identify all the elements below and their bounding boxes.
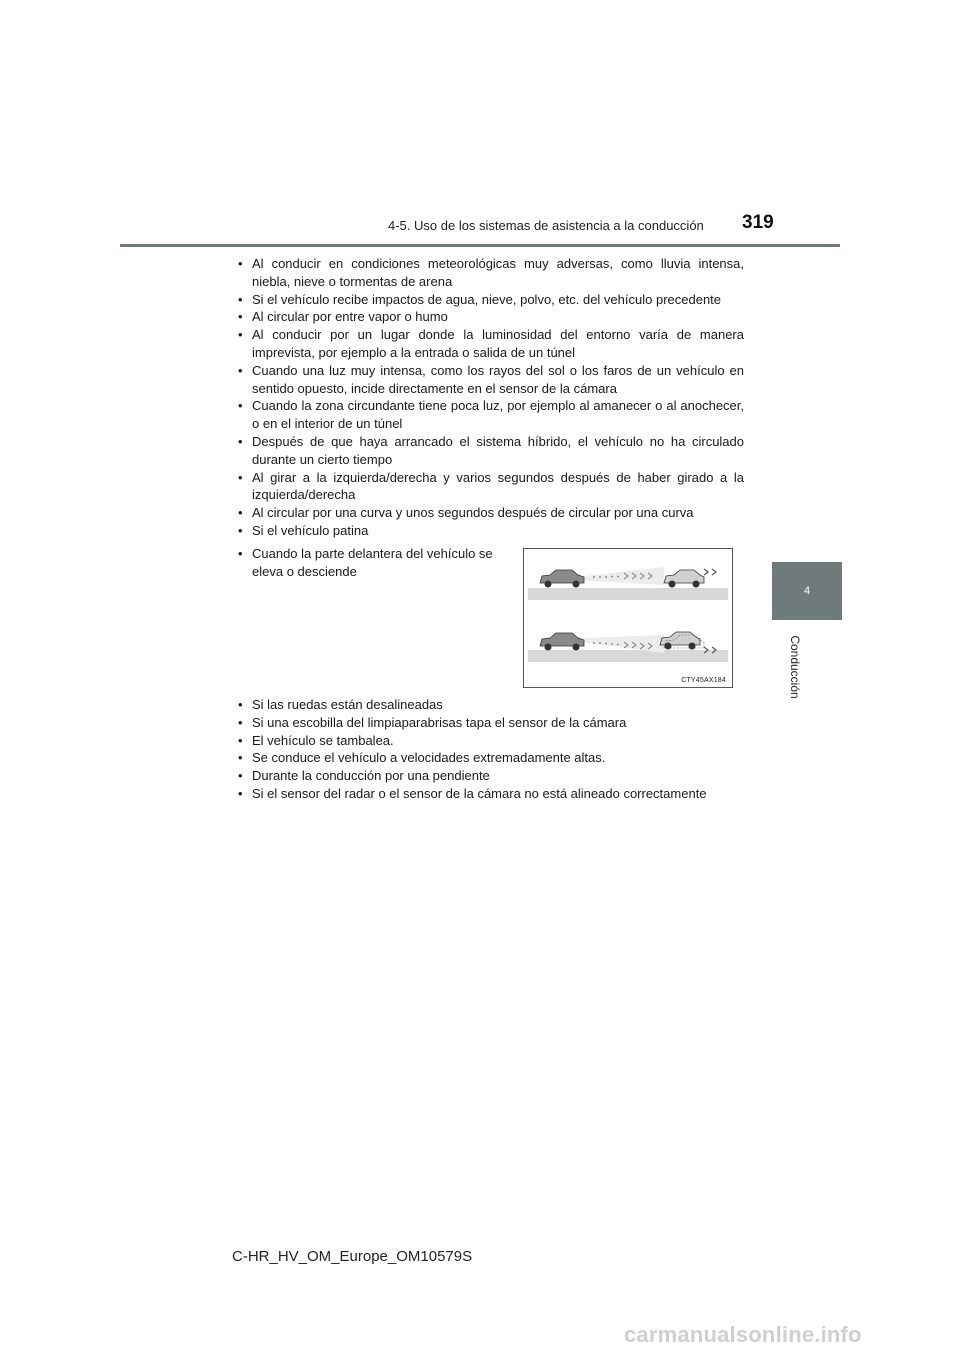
conditions-list-with-figure [238, 545, 508, 581]
road-surface [528, 650, 728, 662]
document-id: C-HR_HV_OM_Europe_OM10579S [232, 1248, 473, 1265]
list-item-text: Cuando la zona circundante tiene poca luz, por ejemplo al amanecer o al anochecer, o en el interior de un túnel [252, 398, 744, 432]
list-item-text: Si una escobilla del limpiaparabrisas tapa el sensor de la cámara [252, 714, 627, 730]
chapter-tab [772, 562, 842, 620]
bullet-icon: • [238, 469, 243, 485]
list-item [238, 469, 744, 505]
bullet-icon: • [238, 433, 243, 449]
page-number: 319 [742, 212, 774, 233]
list-item-text: Si el sensor del radar o el sensor de la cámara no está alineado correctamente [252, 785, 707, 801]
list-item [238, 714, 744, 732]
vehicle-pitch-illustration [523, 548, 733, 688]
bullet-icon: • [238, 291, 243, 307]
bullet-icon: • [238, 714, 243, 730]
list-item [238, 397, 744, 433]
list-item-text: El vehículo se tambalea. [252, 732, 394, 748]
conditions-list [238, 255, 744, 540]
bullet-icon: • [238, 505, 243, 521]
list-item-text: Durante la conducción por una pendiente [252, 768, 490, 784]
list-item [238, 545, 508, 581]
list-item [238, 767, 744, 785]
list-item-text: Después de que haya arrancado el sistema híbrido, el vehículo no ha circulado durante un cierto tiempo [252, 433, 744, 467]
list-item-text: Cuando la parte delantera del vehículo se eleva o desciende [252, 546, 493, 579]
section-title: 4-5. Uso de los sistemas de asistencia a la conducción [388, 218, 704, 233]
bullet-icon: • [238, 398, 243, 414]
header-rule [120, 244, 840, 247]
list-item [238, 362, 744, 398]
bullet-icon: • [238, 309, 243, 325]
vehicle-pitch-drawing [524, 549, 732, 687]
conditions-list-continued [238, 696, 744, 803]
list-item [238, 522, 744, 540]
bullet-icon: • [238, 522, 243, 538]
road-surface [528, 588, 728, 600]
list-item [238, 732, 744, 750]
list-item [238, 291, 744, 309]
list-item [238, 749, 744, 767]
list-item [238, 504, 744, 522]
list-item-text: Si las ruedas están desalineadas [252, 697, 443, 712]
bullet-icon: • [238, 362, 243, 378]
bullet-icon: • [238, 785, 243, 801]
bullet-icon: • [238, 697, 243, 712]
list-item-text: Si el vehículo patina [252, 522, 369, 538]
figure-code: CTY45AX184 [681, 677, 726, 684]
list-item-text: Al girar a la izquierda/derecha y varios segundos después de haber girado a la izquierda/derecha [252, 469, 744, 503]
car-icon [540, 633, 584, 651]
car-icon [540, 570, 584, 588]
list-item-text: Cuando una luz muy intensa, como los rayos del sol o los faros de un vehículo en sentido opuesto, incide directamente en el sensor de la cámara [252, 362, 744, 396]
list-item [238, 255, 744, 291]
list-item-text: Al conducir en condiciones meteorológicas muy adversas, como lluvia intensa, niebla, nieve o tormentas de arena [252, 256, 744, 289]
bullet-icon: • [238, 327, 243, 343]
list-item [238, 696, 744, 714]
bullet-icon: • [238, 750, 243, 766]
chapter-number: 4 [803, 585, 811, 597]
list-item [238, 308, 744, 326]
bullet-icon: • [238, 256, 243, 271]
list-item [238, 785, 744, 803]
bullet-icon: • [238, 546, 243, 561]
chapter-label: Conducción [788, 635, 802, 699]
car-icon [664, 570, 704, 588]
list-item [238, 326, 744, 362]
list-item-text: Al circular por entre vapor o humo [252, 309, 448, 325]
list-item [238, 433, 744, 469]
list-item-text: Se conduce el vehículo a velocidades extremadamente altas. [252, 750, 606, 766]
list-item-text: Al circular por una curva y unos segundos después de circular por una curva [252, 505, 694, 521]
car-icon [660, 632, 704, 650]
bullet-icon: • [238, 768, 243, 784]
list-item-text: Si el vehículo recibe impactos de agua, nieve, polvo, etc. del vehículo precedente [252, 291, 722, 307]
site-watermark[interactable]: carmanualsonline.info [624, 1322, 862, 1347]
bullet-icon: • [238, 732, 243, 748]
list-item-text: Al conducir por un lugar donde la luminosidad del entorno varía de manera imprevista, por ejemplo a la entrada o salida de un túnel [252, 327, 744, 360]
